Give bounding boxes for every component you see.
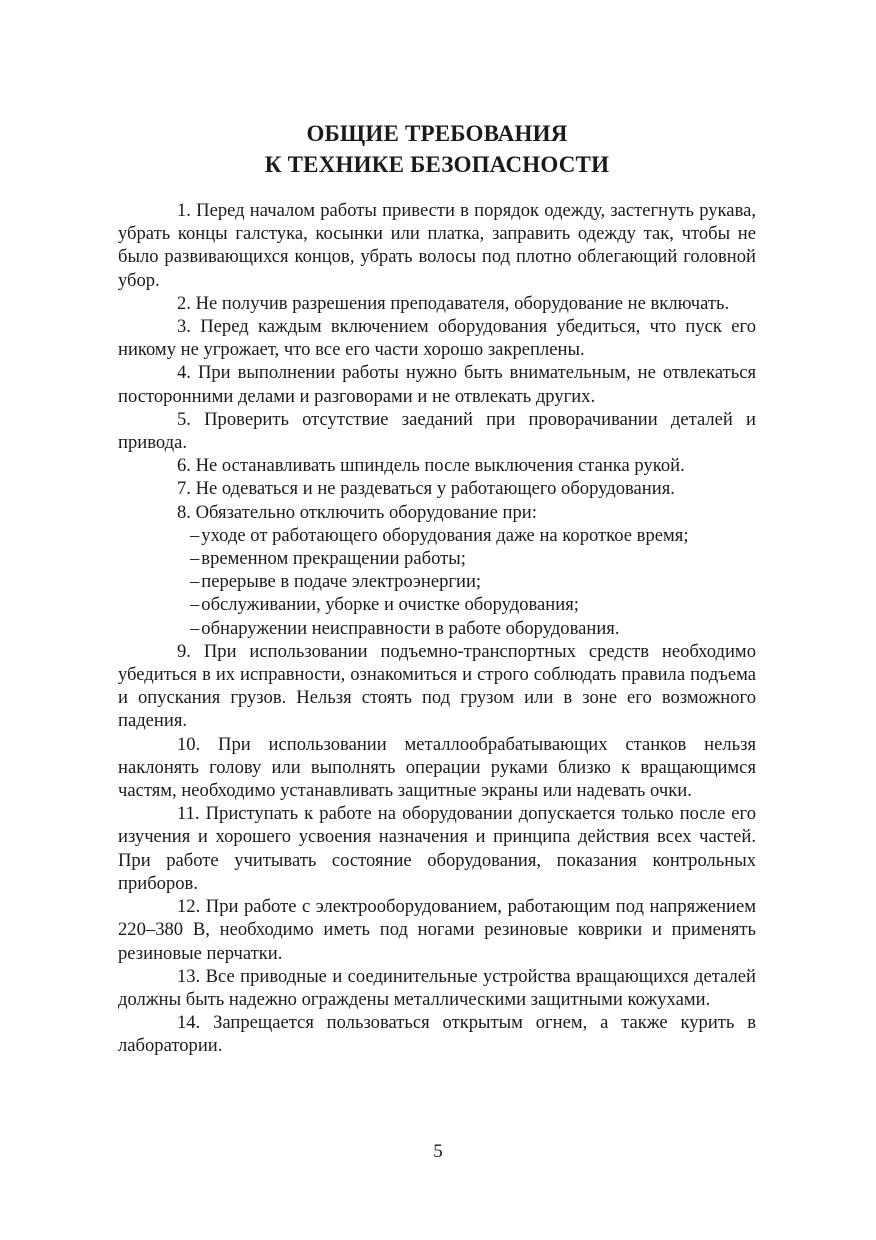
paragraph-14: 14. Запрещается пользоваться открытым огнем, а также курить в лаборатории. bbox=[118, 1012, 756, 1057]
title-line-2: К ТЕХНИКЕ БЕЗОПАСНОСТИ bbox=[264, 152, 610, 177]
dash: – bbox=[190, 571, 200, 593]
page-content bbox=[118, 118, 756, 1058]
list-item-text: обслуживании, уборке и очистке оборудования; bbox=[201, 594, 579, 616]
list-item-text: перерыве в подаче электроэнергии; bbox=[201, 571, 482, 593]
paragraph-6: 6. Не останавливать шпиндель после выключения станка рукой. bbox=[177, 455, 685, 477]
paragraph-10: 10. При использовании металлообрабатывающих станков нельзя наклонять голову или выполнять операции руками близко к вращающимся частям, необходимо устанавливать защитные экраны или надевать очки. bbox=[118, 733, 756, 802]
paragraph-3: 3. Перед каждым включением оборудования убедиться, что пуск его никому не угрожает, что все его части хорошо закреплены. bbox=[118, 316, 756, 361]
list-item bbox=[118, 570, 756, 593]
paragraph-4: 4. При выполнении работы нужно быть внимательным, не отвлекаться посторонними делами и разговорами и не отвлекать других. bbox=[118, 362, 756, 407]
page-title bbox=[118, 118, 756, 180]
dash: – bbox=[190, 594, 200, 616]
paragraph-9: 9. При использовании подъемно-транспортных средств необходимо убедиться в их исправности, ознакомиться и строго соблюдать правила подъема и опускания грузов. Нельзя стоять под грузом или в зоне его возможного падения. bbox=[118, 640, 756, 732]
paragraph-7: 7. Не одеваться и не раздеваться у работающего оборудования. bbox=[177, 478, 675, 500]
dash: – bbox=[190, 548, 200, 570]
list-item-text: уходе от работающего оборудования даже на короткое время; bbox=[201, 524, 689, 546]
paragraph-13: 13. Все приводные и соединительные устройства вращающихся деталей должны быть надежно ограждены металлическими защитными кожухами. bbox=[118, 965, 756, 1010]
list-item-text: обнаружении неисправности в работе оборудования. bbox=[201, 617, 620, 639]
list-item bbox=[118, 547, 756, 570]
paragraph-11: 11. Приступать к работе на оборудовании допускается только после его изучения и хорошего усвоения назначения и принципа действия всех частей. При работе учитывать состояние оборудования, показания контрольных приборов. bbox=[118, 803, 756, 894]
dash: – bbox=[190, 524, 200, 546]
list-item bbox=[118, 524, 756, 547]
paragraph-8: 8. Обязательно отключить оборудование при: bbox=[177, 501, 537, 523]
list-item-text: временном прекращении работы; bbox=[201, 548, 466, 570]
sub-list bbox=[118, 524, 756, 640]
paragraph-12: 12. При работе с электрооборудованием, работающим под напряжением 220–380 В, необходимо иметь под ногами резиновые коврики и применять резиновые перчатки. bbox=[118, 896, 756, 964]
paragraph-1: 1. Перед началом работы привести в порядок одежду, застегнуть рукава, убрать концы галстука, косынки или платка, заправить одежду так, чтобы не было развивающихся концов, убрать волосы под плотно облегающий головной убор. bbox=[118, 200, 756, 291]
paragraph-2: 2. Не получив разрешения преподавателя, оборудование не включать. bbox=[177, 292, 730, 314]
list-item bbox=[118, 593, 756, 616]
dash: – bbox=[190, 617, 200, 639]
title-line-1: ОБЩИЕ ТРЕБОВАНИЯ bbox=[306, 121, 568, 146]
list-item bbox=[118, 617, 756, 640]
paragraph-5: 5. Проверить отсутствие заеданий при проворачивании деталей и привода. bbox=[118, 408, 756, 454]
page-number: 5 bbox=[433, 1141, 443, 1162]
